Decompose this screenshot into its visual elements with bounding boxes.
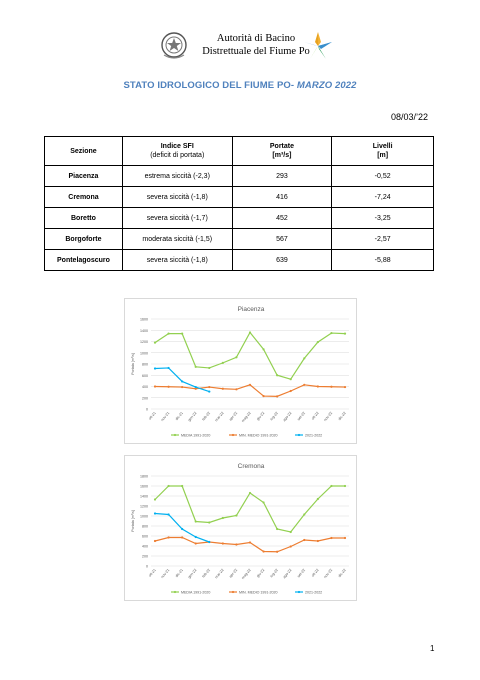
cell-sezione: Boretto (45, 208, 123, 229)
y-tick-label: 1800 (140, 474, 148, 479)
data-point (154, 498, 156, 500)
data-point (154, 540, 156, 542)
data-point (222, 542, 224, 544)
y-tick-label: 400 (142, 385, 148, 389)
italian-republic-emblem-icon (160, 30, 188, 60)
data-point (290, 378, 292, 380)
data-point (167, 536, 169, 538)
y-tick-label: 1000 (140, 351, 148, 356)
data-point (249, 492, 251, 494)
y-tick-label: 600 (142, 534, 148, 539)
hydrological-status-table (44, 136, 434, 271)
data-point (317, 498, 319, 500)
table-row (45, 187, 434, 208)
data-point (167, 367, 169, 369)
data-point (154, 385, 156, 387)
data-point (330, 537, 332, 539)
data-point (195, 520, 197, 522)
cell-portata: 639 (232, 250, 332, 271)
x-tick-label: lug-22 (269, 568, 279, 579)
data-point (290, 531, 292, 533)
x-tick-label: mar-22 (214, 411, 225, 423)
data-point (208, 521, 210, 523)
cell-livello: -3,25 (332, 208, 434, 229)
x-tick-label: ago-22 (282, 568, 293, 580)
y-tick-label: 0 (146, 564, 148, 569)
legend-label: MIN. MEDIO 1991-2020 (239, 433, 278, 438)
x-tick-label: ago-22 (282, 411, 293, 423)
legend-label: MEDIA 1991-2020 (181, 590, 211, 595)
data-point (276, 551, 278, 553)
y-tick-label: 200 (142, 396, 148, 401)
y-tick-label: 1400 (140, 494, 148, 499)
series-line (155, 333, 345, 380)
data-point (249, 541, 251, 543)
data-point (317, 385, 319, 387)
x-tick-label: ott-22 (310, 568, 320, 578)
cell-indice: severa siccità (-1,8) (122, 187, 232, 208)
data-point (154, 512, 156, 514)
data-point (195, 542, 197, 544)
data-point (208, 390, 210, 392)
data-point (262, 395, 264, 397)
y-tick-label: 1600 (140, 484, 148, 489)
legend-marker (298, 591, 300, 593)
y-tick-label: 1400 (140, 328, 148, 333)
header-indice (122, 137, 232, 166)
legend-marker (232, 591, 234, 593)
data-point (181, 485, 183, 487)
authority-line1: Autorità di Bacino (216, 33, 296, 44)
data-point (195, 536, 197, 538)
data-point (235, 356, 237, 358)
cell-portata: 293 (232, 166, 332, 187)
data-point (290, 545, 292, 547)
cell-livello: -7,24 (332, 187, 434, 208)
series-line (155, 538, 345, 552)
x-tick-label: apr-22 (228, 568, 239, 579)
y-tick-label: 600 (142, 373, 148, 378)
y-tick-label: 200 (142, 554, 148, 559)
x-tick-label: nov-22 (323, 568, 334, 580)
cell-indice: estrema siccità (-2,3) (122, 166, 232, 187)
header-portate-label: Portate (269, 143, 294, 150)
data-point (262, 501, 264, 503)
table-row (45, 229, 434, 250)
x-tick-label: mag-22 (240, 568, 252, 580)
header-indice-label: Indice SFI (160, 143, 194, 150)
chart-piacenza-svg (125, 299, 356, 443)
data-point (222, 517, 224, 519)
cell-livello: -2,57 (332, 229, 434, 250)
chart-cremona (124, 455, 357, 601)
table-row (45, 208, 434, 229)
x-tick-label: apr-22 (228, 411, 239, 422)
y-tick-label: 1600 (140, 317, 148, 322)
data-point (317, 540, 319, 542)
data-point (330, 386, 332, 388)
x-tick-label: dic-22 (337, 568, 347, 579)
data-point (344, 386, 346, 388)
x-tick-label: set-22 (296, 411, 307, 422)
table-row (45, 166, 434, 187)
y-tick-label: 800 (142, 524, 148, 529)
title-month: MARZO 2022 (296, 80, 357, 91)
data-point (208, 367, 210, 369)
y-tick-label: 1000 (140, 514, 148, 519)
cell-portata: 416 (232, 187, 332, 208)
data-point (276, 374, 278, 376)
title-main: STATO IDROLOGICO DEL FIUME PO- (123, 80, 297, 91)
data-point (167, 485, 169, 487)
data-point (181, 536, 183, 538)
cell-indice: moderata siccità (-1,5) (122, 229, 232, 250)
data-point (167, 386, 169, 388)
data-point (303, 513, 305, 515)
legend-label: 2021-2022 (305, 590, 323, 595)
data-point (303, 384, 305, 386)
header-livelli-unit: [m] (377, 152, 389, 159)
x-tick-label: dic-21 (174, 568, 184, 579)
legend-label: 2021-2022 (305, 433, 323, 438)
data-point (235, 514, 237, 516)
x-tick-label: giu-22 (255, 568, 266, 579)
cell-livello: -0,52 (332, 166, 434, 187)
data-point (303, 539, 305, 541)
data-point (344, 333, 346, 335)
x-tick-label: gen-22 (187, 411, 198, 423)
x-tick-label: feb-22 (201, 411, 212, 422)
data-point (181, 386, 183, 388)
data-point (195, 366, 197, 368)
data-point (235, 388, 237, 390)
data-point (167, 513, 169, 515)
cell-livello: -5,88 (332, 250, 434, 271)
data-point (167, 333, 169, 335)
x-tick-label: dic-21 (174, 411, 184, 422)
data-point (195, 386, 197, 388)
header-portate (232, 137, 332, 166)
data-point (262, 348, 264, 350)
x-tick-label: gen-22 (187, 568, 198, 580)
data-point (249, 331, 251, 333)
y-axis-label: Portata [m³/s] (131, 510, 135, 532)
data-point (181, 528, 183, 530)
data-point (154, 342, 156, 344)
page-number: 1 (430, 644, 435, 653)
data-point (330, 485, 332, 487)
x-tick-label: nov-21 (160, 568, 171, 580)
header-livelli (332, 137, 434, 166)
header-sezione: Sezione (45, 137, 123, 166)
x-tick-label: ott-21 (147, 411, 157, 421)
y-axis-label: Portata [m³/s] (131, 353, 135, 375)
data-point (330, 332, 332, 334)
data-point (208, 541, 210, 543)
y-tick-label: 400 (142, 544, 148, 549)
document-title (0, 80, 480, 91)
data-point (222, 388, 224, 390)
data-point (317, 341, 319, 343)
table-row (45, 250, 434, 271)
legend-marker (232, 434, 234, 436)
header (160, 30, 335, 64)
data-point (222, 362, 224, 364)
y-tick-label: 800 (142, 362, 148, 367)
data-point (235, 543, 237, 545)
x-tick-label: ott-22 (310, 411, 320, 421)
x-tick-label: dic-22 (337, 411, 347, 422)
star-logo-icon (302, 30, 334, 62)
header-portate-unit: [m³/s] (272, 152, 292, 159)
data-point (262, 550, 264, 552)
x-tick-label: set-22 (296, 568, 307, 579)
data-point (344, 537, 346, 539)
data-point (290, 390, 292, 392)
cell-indice: severa siccità (-1,8) (122, 250, 232, 271)
cell-sezione: Borgoforte (45, 229, 123, 250)
y-tick-label: 1200 (140, 340, 148, 344)
data-point (344, 485, 346, 487)
chart-cremona-svg (125, 456, 356, 600)
cell-indice: severa siccità (-1,7) (122, 208, 232, 229)
chart-title: Cremona (237, 463, 265, 470)
x-tick-label: mar-22 (214, 568, 225, 580)
cell-sezione: Pontelagoscuro (45, 250, 123, 271)
legend-marker (174, 434, 176, 436)
header-indice-sub: (deficit di portata) (150, 152, 205, 159)
legend-label: MEDIA 1991-2020 (181, 433, 211, 438)
data-point (276, 528, 278, 530)
data-point (208, 386, 210, 388)
data-point (303, 357, 305, 359)
y-tick-label: 1200 (140, 504, 148, 509)
cell-portata: 567 (232, 229, 332, 250)
authority-line2: Distrettuale del Fiume Po (202, 46, 310, 57)
chart-title: Piacenza (237, 306, 265, 313)
x-tick-label: feb-22 (201, 568, 212, 579)
header-livelli-label: Livelli (372, 143, 393, 150)
data-point (181, 380, 183, 382)
x-tick-label: giu-22 (255, 411, 266, 422)
chart-piacenza (124, 298, 357, 444)
legend-label: MIN. MEDIO 1991-2020 (239, 590, 278, 595)
x-tick-label: lug-22 (269, 411, 279, 422)
x-tick-label: nov-21 (160, 411, 171, 423)
cell-sezione: Cremona (45, 187, 123, 208)
data-point (249, 384, 251, 386)
authority-name (196, 32, 316, 58)
document-date: 08/03/’22 (390, 112, 428, 122)
table-header-row (45, 137, 434, 166)
data-point (276, 395, 278, 397)
data-point (154, 367, 156, 369)
legend-marker (174, 591, 176, 593)
cell-portata: 452 (232, 208, 332, 229)
y-tick-label: 0 (146, 407, 148, 412)
x-tick-label: nov-22 (323, 411, 334, 423)
cell-sezione: Piacenza (45, 166, 123, 187)
x-tick-label: mag-22 (240, 411, 252, 423)
x-tick-label: ott-21 (147, 568, 157, 578)
data-point (181, 333, 183, 335)
legend-marker (298, 434, 300, 436)
